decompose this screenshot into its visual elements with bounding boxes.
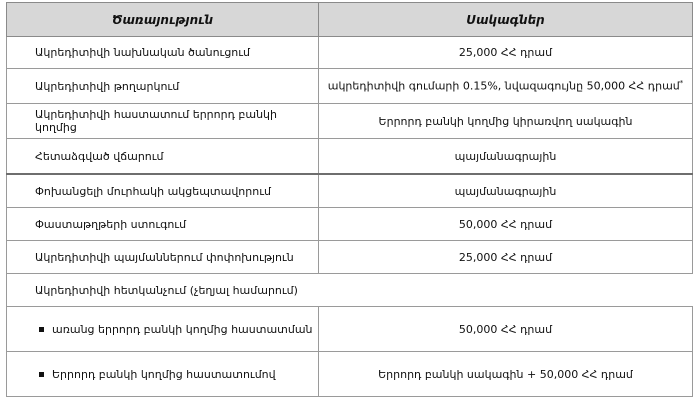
service-cell: Ակրեդիտիվի պայմաններում փոփոխություն	[7, 241, 319, 274]
bullet-icon	[39, 372, 44, 377]
service-cell: Ակրեդիտիվի հաստատում երրորդ բանկի կողմից	[7, 104, 319, 139]
service-cell: Փաստաթղթերի ստուգում	[7, 208, 319, 241]
table-row	[7, 139, 693, 175]
fee-cell: Երրորդ բանկի սակագին + 50,000 ՀՀ դրամ	[319, 352, 693, 397]
header-service: Ծառայություն	[7, 3, 319, 37]
tariff-table-container	[6, 2, 692, 397]
service-cell	[7, 307, 319, 352]
service-cell: Ակրեդիտիվի թողարկում	[7, 69, 319, 104]
fee-cell: 25,000 ՀՀ դրամ	[319, 241, 693, 274]
tariff-table	[6, 2, 693, 397]
fee-cell: 25,000 ՀՀ դրամ	[319, 37, 693, 69]
fee-cell: Երրորդ բանկի կողմից կիրառվող սակագին	[319, 104, 693, 139]
table-row	[7, 208, 693, 241]
bullet-icon	[39, 327, 44, 332]
service-cell: Ակրեդիտիվի նախնական ծանուցում	[7, 37, 319, 69]
table-row	[7, 174, 693, 208]
header-fees: Սակագներ	[319, 3, 693, 37]
fee-cell: 50,000 ՀՀ դրամ	[319, 307, 693, 352]
fee-cell: պայմանագրային	[319, 174, 693, 208]
fee-text: ակրեդիտիվի գումարի 0.15%, նվազագույնը 50,000 ՀՀ դրամ	[327, 79, 680, 93]
table-header-row	[7, 3, 693, 37]
table-row	[7, 37, 693, 69]
table-row	[7, 352, 693, 397]
table-row	[7, 69, 693, 104]
table-row	[7, 104, 693, 139]
service-text: Երրորդ բանկի կողմից հաստատումով	[52, 367, 276, 381]
service-cell	[7, 352, 319, 397]
fee-cell: պայմանագրային	[319, 139, 693, 175]
service-cell: Փոխանցելի մուրհակի ակցեպտավորում	[7, 174, 319, 208]
table-subheading-row	[7, 274, 693, 307]
footnote-mark: *	[679, 79, 684, 88]
table-row	[7, 307, 693, 352]
table-row	[7, 241, 693, 274]
fee-cell: 50,000 ՀՀ դրամ	[319, 208, 693, 241]
service-cell: Հետաձգված վճարում	[7, 139, 319, 175]
fee-cell	[319, 69, 693, 104]
subheading-cell: Ակրեդիտիվի հետկանչում (չեղյալ համարում)	[7, 274, 693, 307]
service-text: առանց երրորդ բանկի կողմից հաստատման	[52, 322, 313, 336]
